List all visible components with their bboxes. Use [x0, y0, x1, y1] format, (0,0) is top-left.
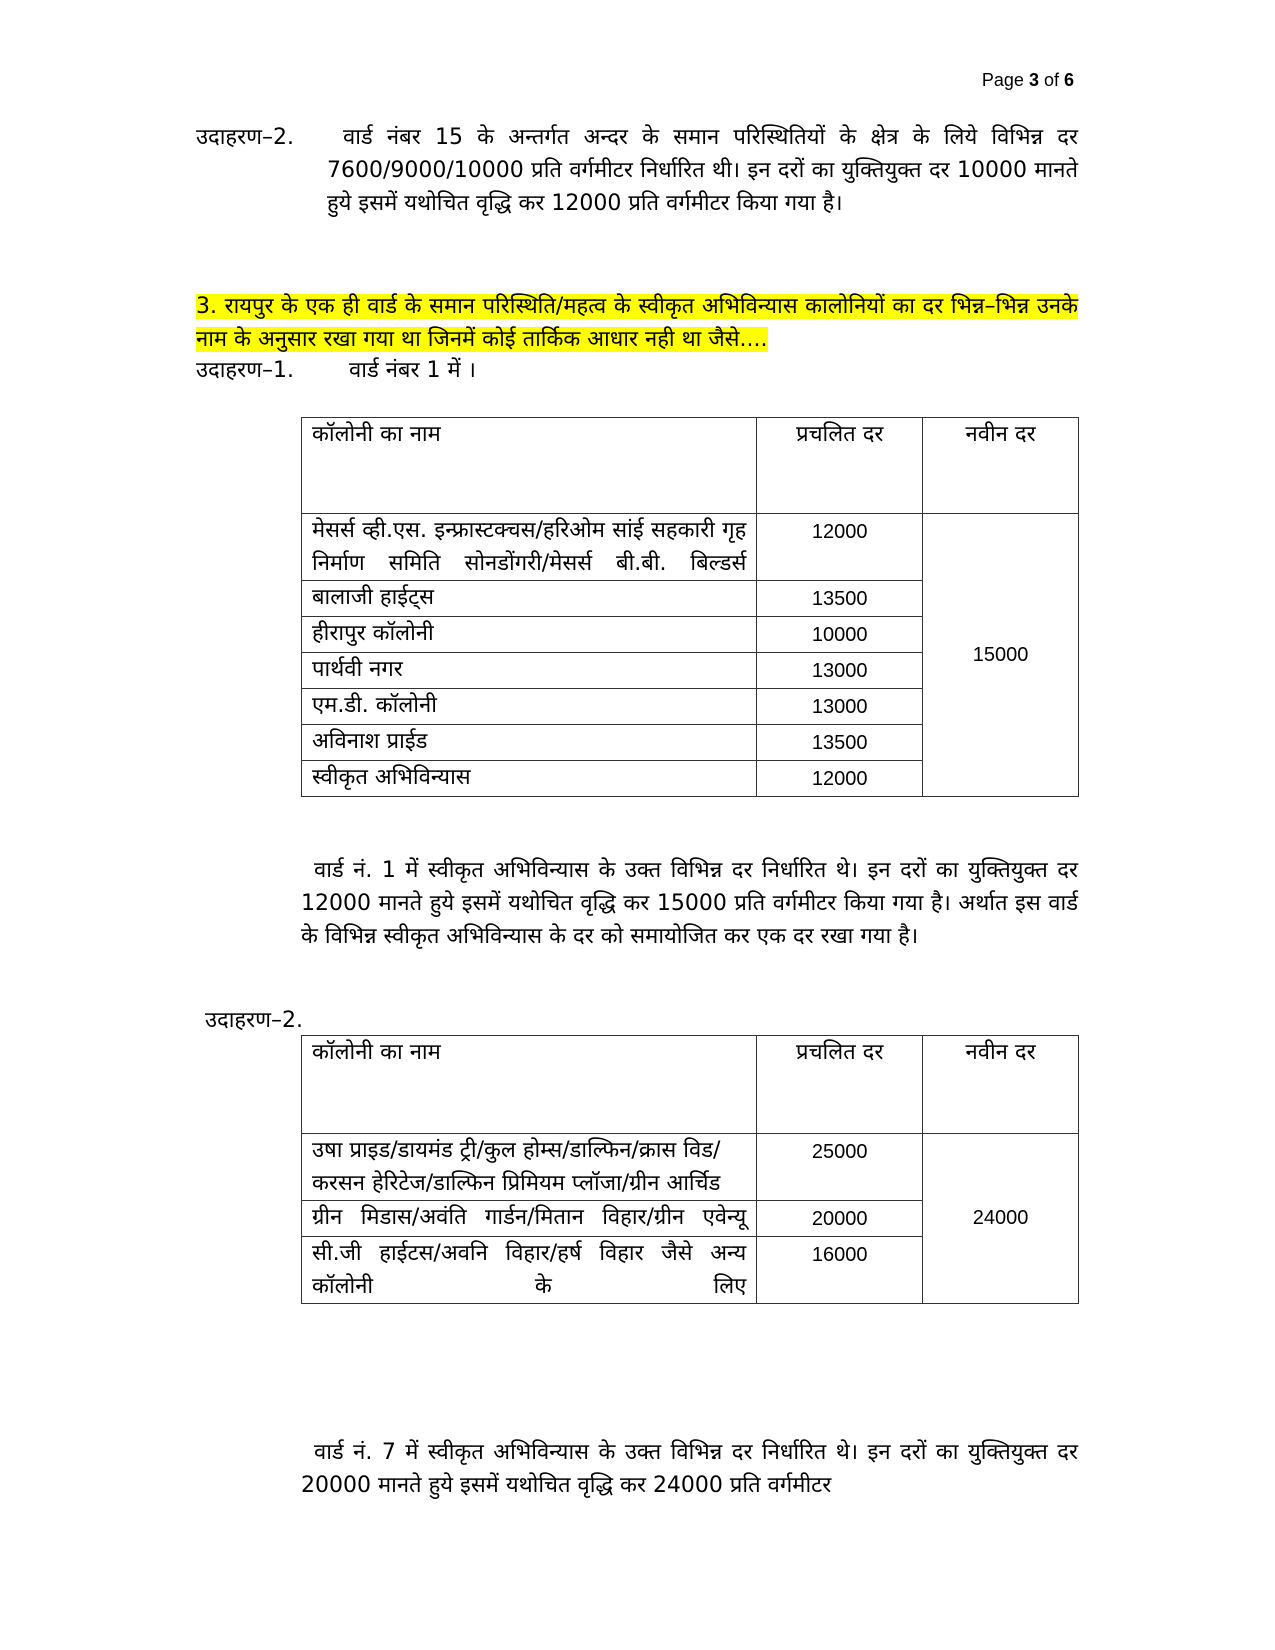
colony-name: बालाजी हाईट्स	[302, 581, 757, 617]
colony-name: उषा प्राइड/डायमंड ट्री/कुल होम्स/डाल्फिन/क्रास विड/करसन हेरिटेज/डाल्फिन प्रिमियम प्लॉजा/ग्रीन आर्चिड	[302, 1134, 757, 1201]
table-header-row	[302, 418, 1079, 514]
current-rate: 25000	[757, 1134, 923, 1201]
colony-name: हीरापुर कॉलोनी	[302, 617, 757, 653]
current-rate: 12000	[757, 761, 923, 797]
current-rate: 10000	[757, 617, 923, 653]
example-ward15-text: वार्ड नंबर 15 के अन्तर्गत अन्दर के समान परिस्थितियों के क्षेत्र के लिये विभिन्न दर 7600/9000/10000 प्रति वर्गमीटर निर्धारित थी। इन दरों का युक्तियुक्त दर 10000 मानते हुये इसमें यथोचित वृद्धि कर 12000 प्रति वर्गमीटर किया गया है।	[327, 125, 1078, 216]
section-3-paragraph	[196, 290, 1078, 356]
table-row	[302, 1134, 1079, 1201]
example-2-label: उदाहरण–2.	[205, 1008, 304, 1033]
header-colony-name: कॉलोनी का नाम	[302, 1036, 757, 1134]
header-current-rate: प्रचलित दर	[757, 1036, 923, 1134]
example-1-label: उदाहरण–1.	[196, 358, 295, 383]
current-rate: 13500	[757, 725, 923, 761]
ward-1-note: वार्ड नं. 1 में स्वीकृत अभिविन्यास के उक्त विभिन्न दर निर्धारित थे। इन दरों का युक्तियुक्त दर 12000 मानते हुये इसमें यथोचित वृद्धि कर 15000 प्रति वर्गमीटर किया गया है। अर्थात इस वार्ड के विभिन्न स्वीकृत अभिविन्यास के दर को समायोजित कर एक दर रखा गया है।	[301, 858, 1078, 949]
current-rate: 20000	[757, 1201, 923, 1237]
example-1-heading	[196, 354, 476, 387]
colony-name: पार्थवी नगर	[302, 653, 757, 689]
header-new-rate: नवीन दर	[923, 1036, 1079, 1134]
colony-name: स्वीकृत अभिविन्यास	[302, 761, 757, 797]
colony-name: मेसर्स व्ही.एस. इन्फ्रास्टक्चस/हरिओम सांई सहकारी गृह निर्माण समिति सोनडोंगरी/मेसर्स बी.बी. बिल्डर्स	[302, 514, 757, 581]
colony-rate-table-ward1	[301, 417, 1079, 797]
example-1-text: वार्ड नंबर 1 में ।	[349, 358, 476, 383]
new-rate: 15000	[923, 514, 1079, 797]
current-rate: 12000	[757, 514, 923, 581]
current-rate: 16000	[757, 1237, 923, 1304]
table-header-row	[302, 1036, 1079, 1134]
highlighted-text: 3. रायपुर के एक ही वार्ड के समान परिस्थिति/महत्व के स्वीकृत अभिविन्यास कालोनियों का दर भिन्न–भिन्न उनके नाम के अनुसार रखा गया था जिनमें कोई तार्किक आधार नही था जैसे....	[196, 294, 1078, 352]
ward-7-note: वार्ड नं. 7 में स्वीकृत अभिविन्यास के उक्त विभिन्न दर निर्धारित थे। इन दरों का युक्तियुक्त दर 20000 मानते हुये इसमें यथोचित वृद्धि कर 24000 प्रति वर्गमीटर	[301, 1440, 1078, 1498]
new-rate: 24000	[923, 1134, 1079, 1304]
page-number: Page 3 of 6	[981, 70, 1074, 90]
current-rate: 13500	[757, 581, 923, 617]
colony-name: सी.जी हाईटस/अवनि विहार/हर्ष विहार जैसे अन्य कॉलोनी के लिए	[302, 1237, 757, 1304]
current-rate: 13000	[757, 653, 923, 689]
header-colony-name: कॉलोनी का नाम	[302, 418, 757, 514]
colony-name: एम.डी. कॉलोनी	[302, 689, 757, 725]
table-row	[302, 514, 1079, 581]
header-current-rate: प्रचलित दर	[757, 418, 923, 514]
current-rate: 13000	[757, 689, 923, 725]
colony-name: ग्रीन मिडास/अवंति गार्डन/मितान विहार/ग्रीन एवेन्यू	[302, 1201, 757, 1237]
header-new-rate: नवीन दर	[923, 418, 1079, 514]
colony-name: अविनाश प्राईड	[302, 725, 757, 761]
example-ward15-label: उदाहरण–2.	[196, 125, 295, 150]
colony-rate-table-ward7	[301, 1035, 1079, 1304]
